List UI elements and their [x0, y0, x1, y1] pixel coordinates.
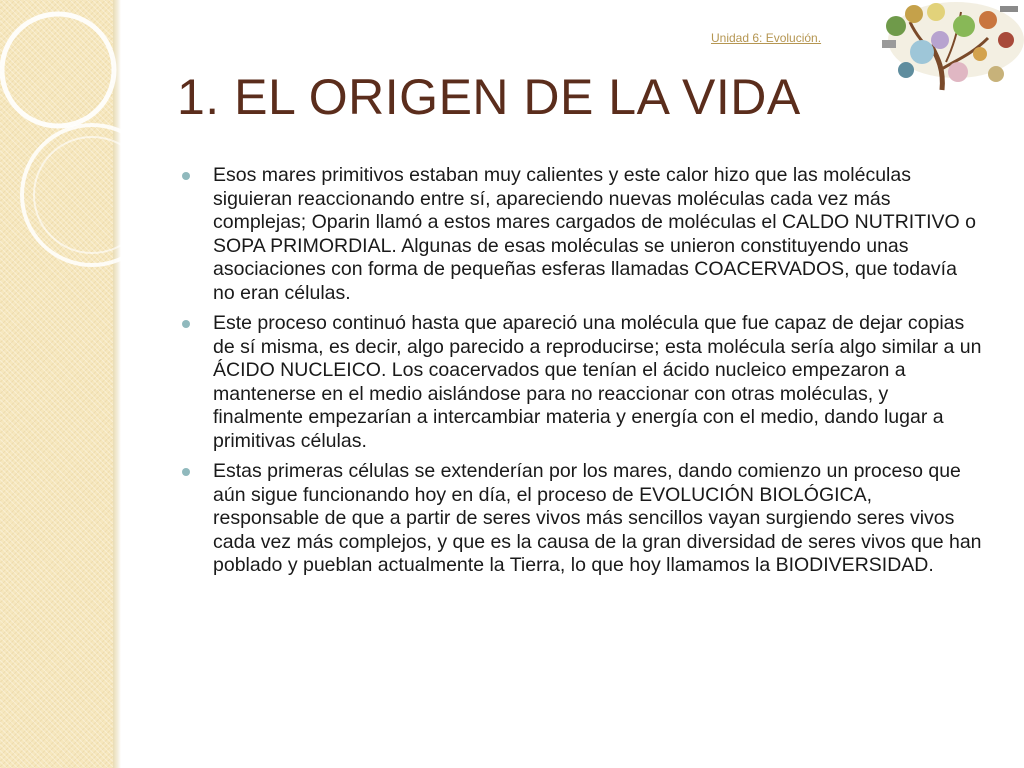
bullet-icon [182, 172, 190, 180]
tree-of-life-illustration [876, 0, 1024, 92]
bullet-list [182, 164, 982, 578]
concentric-circles-ornament [0, 0, 140, 768]
list-item [182, 164, 982, 305]
unit-label[interactable]: Unidad 6: Evolución. [711, 31, 822, 45]
page-title: 1. EL ORIGEN DE LA VIDA [177, 69, 801, 125]
list-item [182, 312, 982, 453]
bullet-icon [182, 320, 190, 328]
bullet-text: Esos mares primitivos estaban muy calientes y este calor hizo que las moléculas siguieran reaccionando entre sí, apareciendo nuevas moléculas cada vez más complejas; Oparin llamó a estos mares cargados de moléculas el CALDO NUTRITIVO o SOPA PRIMORDIAL. Algunas de esas moléculas se unieron constituyendo unas asociaciones con forma de pequeñas esferas llamadas COACERVADOS, que todavía no eran células. [213, 164, 976, 304]
bullet-icon [182, 468, 190, 476]
content-area [182, 164, 982, 585]
bullet-text: Este proceso continuó hasta que apareció una molécula que fue capaz de dejar copias de sí misma, es decir, algo parecido a reproducirse; esta molécula sería algo similar a un ÁCIDO NUCLEICO. Los coacervados que tenían el ácido nucleico empezaron a mantenerse en el medio aislándose para no reaccionar con otras moléculas, y finalmente empezarían a intercambiar materia y energía con el medio, dando lugar a primitivas células. [213, 312, 982, 452]
bullet-text: Estas primeras células se extenderían por los mares, dando comienzo un proceso que aún sigue funcionando hoy en día, el proceso de EVOLUCIÓN BIOLÓGICA, responsable de que a partir de seres vivos más sencillos vayan surgiendo seres vivos cada vez más complejos, y que es la causa de la gran diversidad de seres vivos que han poblado y pueblan actualmente la Tierra, lo que hoy llamamos la BIODIVERSIDAD. [213, 460, 982, 576]
list-item [182, 460, 982, 578]
